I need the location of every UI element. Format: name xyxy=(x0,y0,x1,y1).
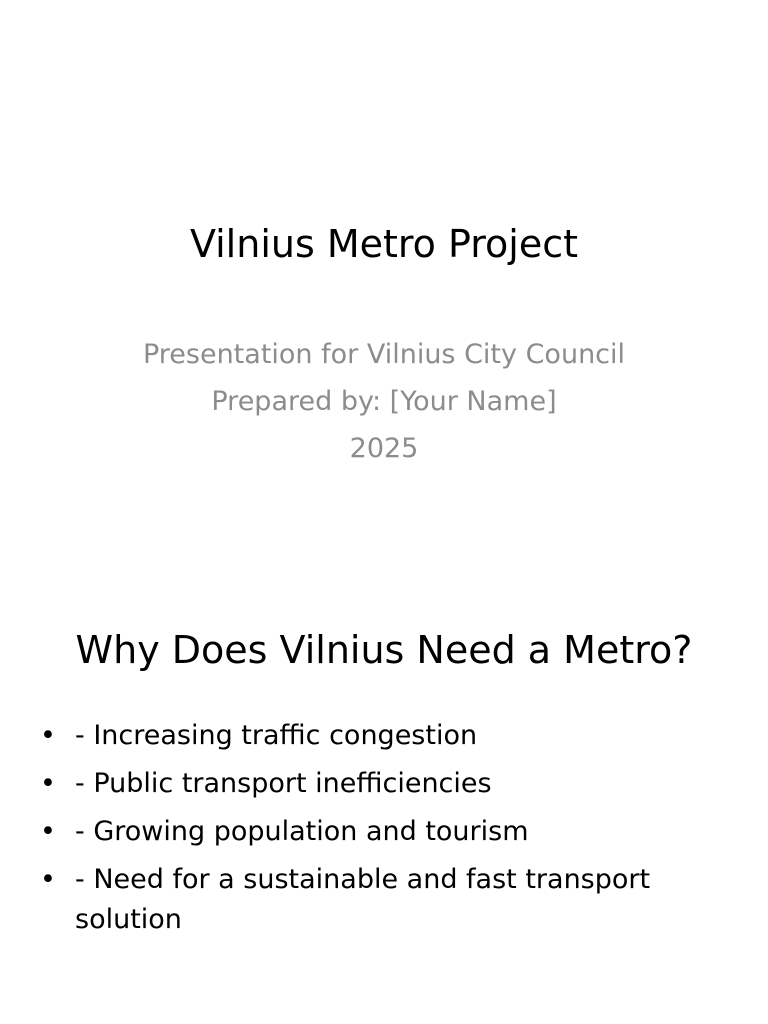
bullet-icon: • xyxy=(40,816,56,847)
bullet-icon: • xyxy=(40,864,56,895)
bullet-item xyxy=(38,716,718,756)
presentation-title: Vilnius Metro Project xyxy=(189,222,579,266)
bullet-icon: • xyxy=(40,768,56,799)
subtitle-line-author: Prepared by: [Your Name] xyxy=(211,386,557,417)
bullet-list xyxy=(38,716,718,948)
bullet-text: - Increasing traffic congestion xyxy=(75,720,478,751)
slide-title: Why Does Vilnius Need a Metro? xyxy=(75,628,693,672)
presentation-subtitle xyxy=(0,331,768,472)
bullet-text: - Public transport inefficiencies xyxy=(75,768,492,799)
subtitle-line-year: 2025 xyxy=(349,433,419,464)
subtitle-line-audience: Presentation for Vilnius City Council xyxy=(142,339,626,370)
bullet-icon: • xyxy=(40,720,56,751)
bullet-text: - Growing population and tourism xyxy=(75,816,529,847)
content-slide xyxy=(0,576,768,1024)
bullet-item xyxy=(38,812,718,852)
bullet-item xyxy=(38,860,718,940)
bullet-item xyxy=(38,764,718,804)
bullet-text: - Need for a sustainable and fast transport solution xyxy=(75,864,651,935)
